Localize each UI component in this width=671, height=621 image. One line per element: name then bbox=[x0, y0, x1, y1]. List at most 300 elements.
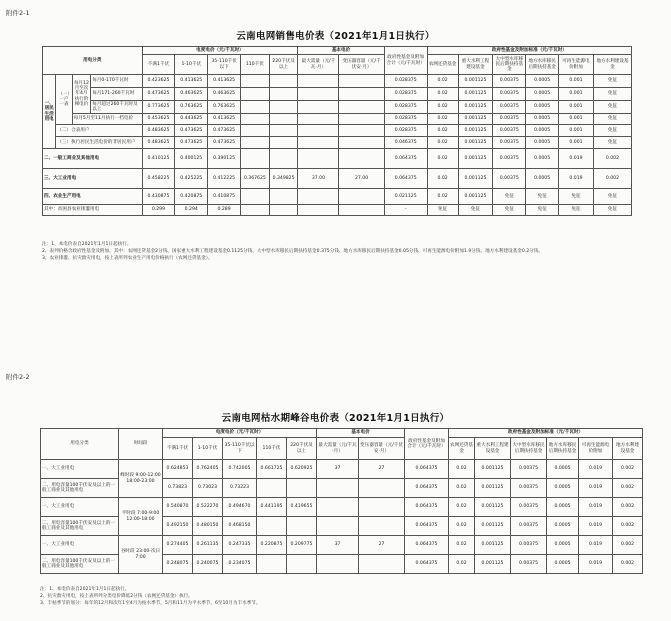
attachment-tag-2: 附件2-2 bbox=[6, 373, 30, 381]
capacity-price-cell bbox=[359, 517, 405, 536]
energy-price-cell: 0.430875 bbox=[142, 189, 175, 205]
fund-detail-cell: 0.00375 bbox=[511, 498, 547, 517]
row-category-label: 一、大工业用电 bbox=[41, 460, 119, 479]
energy-price-cell: 0.522270 bbox=[193, 498, 223, 517]
table-row bbox=[43, 114, 632, 125]
fund-detail-cell: 0.019 bbox=[579, 517, 613, 536]
capacity-price-cell bbox=[359, 555, 405, 574]
fund-total-cell: 0.064375 bbox=[405, 479, 449, 498]
capacity-price-cell bbox=[298, 205, 339, 216]
table1-notes bbox=[42, 241, 543, 262]
fund-detail-cell: 0.00375 bbox=[511, 479, 547, 498]
header-fund-6: 地方水利建设基金 bbox=[593, 55, 631, 75]
time-period-label: 平时段 7:00-9:00 12:00-18:00 bbox=[119, 498, 163, 536]
fund-total-cell: 0.046375 bbox=[384, 137, 427, 149]
table-row bbox=[43, 205, 632, 216]
fund-detail-cell: 免征 bbox=[493, 205, 526, 216]
capacity-price-cell: 27.00 bbox=[339, 169, 384, 189]
fund-detail-cell: 0.001125 bbox=[475, 479, 511, 498]
energy-price-cell: 0.299 bbox=[142, 205, 175, 216]
fund-detail-cell: 0.001125 bbox=[458, 114, 493, 125]
energy-price-cell bbox=[257, 555, 287, 574]
fund-detail-cell: 0.002 bbox=[613, 555, 643, 574]
energy-price-cell bbox=[269, 101, 298, 114]
capacity-price-cell bbox=[359, 498, 405, 517]
header-capacity-price: 基本电价 bbox=[298, 47, 384, 55]
row-group-label: 一、居民生活用电 bbox=[43, 75, 56, 149]
capacity-price-cell bbox=[298, 75, 339, 88]
fund-detail-cell: 0.0005 bbox=[526, 101, 559, 114]
sales-price-table bbox=[42, 46, 632, 216]
fund-detail-cell: 0.001 bbox=[559, 125, 594, 137]
energy-price-cell: 0.483625 bbox=[142, 125, 175, 137]
capacity-price-cell bbox=[339, 101, 384, 114]
row-category-label: 二、用电容量100千伏安及以上的一般工商业及其他用电 bbox=[41, 555, 119, 574]
energy-price-cell: 0.624853 bbox=[163, 460, 193, 479]
fund-total-cell: 0.064375 bbox=[384, 169, 427, 189]
header-voltage-4: 110千伏 bbox=[241, 55, 270, 75]
t2-header-voltage-5: 220千伏及以上 bbox=[287, 438, 317, 460]
capacity-price-cell bbox=[339, 205, 384, 216]
header-energy-price: 电度电价（元/千瓦时） bbox=[142, 47, 298, 55]
energy-price-cell: 0.620925 bbox=[287, 460, 317, 479]
energy-price-cell: 0.441195 bbox=[257, 498, 287, 517]
fund-detail-cell: 0.002 bbox=[593, 169, 631, 189]
energy-price-cell bbox=[241, 75, 270, 88]
fund-detail-cell: 0.001125 bbox=[475, 460, 511, 479]
t2-header-period: 时间段 bbox=[119, 429, 163, 460]
energy-price-cell: 0.209775 bbox=[287, 536, 317, 555]
energy-price-cell: 0.473625 bbox=[142, 88, 175, 101]
fund-detail-cell: 0.001125 bbox=[475, 517, 511, 536]
fund-detail-cell: 0.001125 bbox=[458, 149, 493, 169]
t2-header-fund-3: 大中型水库移民后期扶持基金 bbox=[511, 438, 547, 460]
fund-detail-cell: 0.001125 bbox=[458, 101, 493, 114]
fund-detail-cell: 0.00375 bbox=[511, 517, 547, 536]
fund-detail-cell: 0.002 bbox=[593, 149, 631, 169]
fund-detail-cell: 0.0005 bbox=[526, 125, 559, 137]
row-sub-label: 每月12月至次年4月执行阶梯电价 bbox=[72, 75, 90, 114]
table-row bbox=[43, 149, 632, 169]
energy-price-cell: 0.473625 bbox=[175, 125, 208, 137]
fund-detail-cell: 0.001125 bbox=[475, 555, 511, 574]
energy-price-cell: 0.73223 bbox=[223, 479, 257, 498]
table-row bbox=[43, 101, 632, 114]
energy-price-cell: 0.261135 bbox=[193, 536, 223, 555]
fund-detail-cell: 0.00375 bbox=[493, 149, 526, 169]
t2-header-fund-5: 可再生能源电价附加 bbox=[579, 438, 613, 460]
note-line: 2、表列价格含政府性基金及附加，其中：农网还贷基金2分钱、国家重大水利工程建设基金0.1125分钱、大中型水库移民后期扶持基金0.375分钱、地方水库移民后期扶持基金0.05分钱、可再生能源电价附加1.9分钱、地方水利建设基金0.2分钱。 bbox=[42, 249, 543, 254]
header-voltage-2: 1-10千伏 bbox=[175, 55, 208, 75]
energy-price-cell bbox=[287, 517, 317, 536]
energy-price-cell: 0.463625 bbox=[175, 88, 208, 101]
energy-price-cell bbox=[241, 114, 270, 125]
fund-detail-cell: 0.00375 bbox=[493, 137, 526, 149]
fund-detail-cell: 0.019 bbox=[559, 149, 594, 169]
energy-price-cell: 0.419655 bbox=[287, 498, 317, 517]
header-fund-5: 可再生能源电价附加 bbox=[559, 55, 594, 75]
fund-detail-cell: 0.001 bbox=[559, 75, 594, 88]
fund-detail-cell: 0.001125 bbox=[475, 498, 511, 517]
capacity-price-cell bbox=[339, 114, 384, 125]
t2-header-fund-1: 农网还贷基金 bbox=[449, 438, 475, 460]
fund-detail-cell: 免征 bbox=[427, 205, 458, 216]
energy-price-cell bbox=[269, 189, 298, 205]
row-tier-label: 每月171-260千瓦时 bbox=[91, 88, 142, 101]
fund-detail-cell: 0.00375 bbox=[511, 555, 547, 574]
t2-header-voltage-4: 110千伏 bbox=[257, 438, 287, 460]
t2-header-fund-4: 地方水库移民后期扶持基金 bbox=[547, 438, 579, 460]
capacity-price-cell bbox=[339, 75, 384, 88]
energy-price-cell bbox=[269, 149, 298, 169]
header-fund-1: 农网还贷基金 bbox=[427, 55, 458, 75]
fund-detail-cell: 免征 bbox=[593, 189, 631, 205]
fund-detail-cell: 免征 bbox=[526, 189, 559, 205]
capacity-price-cell: 27 bbox=[359, 536, 405, 555]
energy-price-cell: 0.763625 bbox=[208, 101, 241, 114]
energy-price-cell: 0.73823 bbox=[163, 479, 193, 498]
note-line: 注：1、本电价表自2021年1月1日起执行。 bbox=[40, 587, 130, 592]
energy-price-cell: 0.240075 bbox=[193, 555, 223, 574]
capacity-price-cell bbox=[317, 498, 359, 517]
table-row bbox=[43, 169, 632, 189]
fund-detail-cell: 免征 bbox=[593, 114, 631, 125]
header-max-demand: 最大需量（元/千瓦·月） bbox=[298, 55, 339, 75]
energy-price-cell: 0.480150 bbox=[193, 517, 223, 536]
fund-detail-cell: 0.02 bbox=[427, 75, 458, 88]
energy-price-cell: 0.390125 bbox=[208, 149, 241, 169]
time-period-label: 谷时段 23:00-次日7:00 bbox=[119, 536, 163, 574]
t2-header-fund-detail: 政府性基金及附加标准（元/千瓦时） bbox=[449, 429, 643, 438]
energy-price-cell: 0.220875 bbox=[257, 536, 287, 555]
row-sub-label: （一）一户一表 bbox=[56, 75, 72, 125]
t2-header-category: 用电分类 bbox=[41, 429, 119, 460]
energy-price-cell bbox=[287, 479, 317, 498]
t2-header-fund-total: 政府性基金及附加合计（元/千瓦时） bbox=[405, 429, 449, 460]
fund-detail-cell: 0.002 bbox=[613, 536, 643, 555]
fund-detail-cell: 0.0005 bbox=[526, 137, 559, 149]
fund-detail-cell: 0.02 bbox=[427, 149, 458, 169]
energy-price-cell bbox=[287, 555, 317, 574]
table-row bbox=[41, 460, 643, 479]
energy-price-cell bbox=[241, 149, 270, 169]
row-category-label: 二、用电容量100千伏安及以上的一般工商业及其他用电 bbox=[41, 517, 119, 536]
fund-total-cell: 0.028375 bbox=[384, 125, 427, 137]
fund-detail-cell: 0.0005 bbox=[526, 149, 559, 169]
t2-header-voltage-1: 不满1千伏 bbox=[163, 438, 193, 460]
table-row bbox=[43, 137, 632, 149]
energy-price-cell: 0.483625 bbox=[142, 137, 175, 149]
fund-detail-cell: 0.001125 bbox=[458, 75, 493, 88]
capacity-price-cell bbox=[298, 101, 339, 114]
energy-price-cell: 0.425225 bbox=[175, 169, 208, 189]
fund-detail-cell: 0.0005 bbox=[526, 114, 559, 125]
time-period-label: 峰时段 9:00-12:00 18:00-23:00 bbox=[119, 460, 163, 498]
energy-price-cell: 0.468150 bbox=[223, 517, 257, 536]
fund-detail-cell: 免征 bbox=[559, 205, 594, 216]
fund-detail-cell: 0.02 bbox=[427, 137, 458, 149]
t2-header-max-demand: 最大需量（元/千瓦·月） bbox=[317, 438, 359, 460]
energy-price-cell: 0.463625 bbox=[208, 88, 241, 101]
capacity-price-cell bbox=[298, 137, 339, 149]
energy-price-cell: 0.413625 bbox=[208, 75, 241, 88]
row-tier-label: 每月超过260千瓦时及以上 bbox=[91, 101, 142, 114]
fund-detail-cell: 免征 bbox=[593, 205, 631, 216]
fund-detail-cell: 0.001125 bbox=[458, 169, 493, 189]
fund-detail-cell: 0.00375 bbox=[493, 169, 526, 189]
note-line: 3、丰枯季节的划分：每年的12月和次年1至4月为枯水季节，5月和11月为平水季节，6至10月为丰水季节。 bbox=[40, 601, 261, 606]
energy-price-cell bbox=[241, 101, 270, 114]
fund-detail-cell: 0.0005 bbox=[547, 479, 579, 498]
fund-detail-cell: 0.001 bbox=[559, 114, 594, 125]
fund-detail-cell: 0.019 bbox=[579, 536, 613, 555]
energy-price-cell: 0.274405 bbox=[163, 536, 193, 555]
peak-valley-price-table bbox=[40, 428, 643, 574]
fund-detail-cell: 0.00375 bbox=[493, 101, 526, 114]
energy-price-cell: 0.289 bbox=[208, 205, 241, 216]
header-transformer-capacity: 变压器容量（元/千伏安·月） bbox=[339, 55, 384, 75]
fund-detail-cell: 0.019 bbox=[579, 555, 613, 574]
fund-detail-cell: 免征 bbox=[526, 205, 559, 216]
energy-price-cell: 0.349825 bbox=[269, 169, 298, 189]
energy-price-cell: 0.473625 bbox=[175, 137, 208, 149]
energy-price-cell: 0.73023 bbox=[193, 479, 223, 498]
energy-price-cell: 0.400125 bbox=[175, 149, 208, 169]
row-sub-label: 其中：贫困县农业排灌用电 bbox=[43, 205, 143, 216]
energy-price-cell bbox=[241, 88, 270, 101]
fund-total-cell: 0.064375 bbox=[405, 555, 449, 574]
fund-detail-cell: 免征 bbox=[559, 189, 594, 205]
capacity-price-cell bbox=[339, 88, 384, 101]
capacity-price-cell bbox=[317, 479, 359, 498]
fund-total-cell: 0.028375 bbox=[384, 88, 427, 101]
energy-price-cell: 0.367625 bbox=[241, 169, 270, 189]
energy-price-cell bbox=[269, 125, 298, 137]
fund-detail-cell: 0.02 bbox=[449, 498, 475, 517]
energy-price-cell: 0.247335 bbox=[223, 536, 257, 555]
table-row bbox=[43, 75, 632, 88]
t2-header-fund-6: 地方水利建设基金 bbox=[613, 438, 643, 460]
table2-notes bbox=[40, 586, 261, 607]
energy-price-cell: 0.443625 bbox=[175, 114, 208, 125]
capacity-price-cell bbox=[298, 149, 339, 169]
fund-detail-cell: 免征 bbox=[458, 205, 493, 216]
energy-price-cell bbox=[269, 75, 298, 88]
fund-detail-cell: 0.002 bbox=[613, 517, 643, 536]
fund-detail-cell: 免征 bbox=[593, 75, 631, 88]
fund-detail-cell: 0.001125 bbox=[475, 536, 511, 555]
fund-total-cell: 0.021125 bbox=[384, 189, 427, 205]
row-group-label: 四、农业生产用电 bbox=[43, 189, 143, 205]
energy-price-cell: 0.473625 bbox=[208, 137, 241, 149]
table-row bbox=[41, 498, 643, 517]
fund-detail-cell: 0.00375 bbox=[493, 125, 526, 137]
row-group-label: 三、大工业用电 bbox=[43, 169, 143, 189]
energy-price-cell: 0.248075 bbox=[163, 555, 193, 574]
table-row bbox=[41, 536, 643, 555]
capacity-price-cell bbox=[298, 114, 339, 125]
energy-price-cell: 0.294 bbox=[175, 205, 208, 216]
fund-detail-cell: 0.0005 bbox=[547, 555, 579, 574]
fund-total-cell: 0.064375 bbox=[384, 149, 427, 169]
note-line: 注：1、本电价表自2021年1月1日起执行。 bbox=[42, 242, 132, 247]
capacity-price-cell bbox=[298, 125, 339, 137]
fund-total-cell: - bbox=[384, 205, 427, 216]
fund-detail-cell: 0.02 bbox=[449, 517, 475, 536]
fund-detail-cell: 0.002 bbox=[613, 498, 643, 517]
row-sub-label: （三）执行居民生活电价的非居民用户 bbox=[56, 137, 142, 149]
capacity-price-cell bbox=[339, 125, 384, 137]
row-sub-label: （二）合表用户 bbox=[56, 125, 142, 137]
energy-price-cell: 0.453625 bbox=[142, 114, 175, 125]
fund-total-cell: 0.028375 bbox=[384, 101, 427, 114]
table1-title: 云南电网销售电价表（2021年1月1日执行） bbox=[236, 31, 435, 42]
energy-price-cell: 0.540870 bbox=[163, 498, 193, 517]
header-voltage-1: 不满1千伏 bbox=[142, 55, 175, 75]
fund-detail-cell: 免征 bbox=[493, 189, 526, 205]
capacity-price-cell: 37.00 bbox=[298, 169, 339, 189]
capacity-price-cell bbox=[339, 189, 384, 205]
fund-detail-cell: 0.00375 bbox=[493, 114, 526, 125]
energy-price-cell bbox=[257, 479, 287, 498]
header-voltage-5: 220千伏及以上 bbox=[269, 55, 298, 75]
fund-total-cell: 0.028375 bbox=[384, 114, 427, 125]
energy-price-cell: 0.492150 bbox=[163, 517, 193, 536]
capacity-price-cell bbox=[298, 88, 339, 101]
row-category-label: 一、大工业用电 bbox=[41, 498, 119, 517]
row-tier-label: 每月0-170千瓦时 bbox=[91, 75, 142, 88]
energy-price-cell: 0.234075 bbox=[223, 555, 257, 574]
fund-detail-cell: 0.02 bbox=[449, 460, 475, 479]
energy-price-cell bbox=[257, 517, 287, 536]
capacity-price-cell: 37 bbox=[317, 460, 359, 479]
fund-detail-cell: 0.001125 bbox=[458, 189, 493, 205]
fund-detail-cell: 0.019 bbox=[579, 460, 613, 479]
energy-price-cell bbox=[241, 205, 270, 216]
row-category-label: 一、大工业用电 bbox=[41, 536, 119, 555]
energy-price-cell bbox=[241, 189, 270, 205]
attachment-tag-1: 附件2-1 bbox=[6, 9, 30, 17]
energy-price-cell: 0.473625 bbox=[208, 125, 241, 137]
energy-price-cell: 0.494670 bbox=[223, 498, 257, 517]
fund-detail-cell: 0.0005 bbox=[547, 517, 579, 536]
fund-detail-cell: 0.0005 bbox=[526, 88, 559, 101]
energy-price-cell bbox=[269, 137, 298, 149]
fund-detail-cell: 0.02 bbox=[427, 125, 458, 137]
energy-price-cell bbox=[269, 88, 298, 101]
table-row bbox=[43, 125, 632, 137]
energy-price-cell: 0.762405 bbox=[193, 460, 223, 479]
table-row bbox=[43, 88, 632, 101]
energy-price-cell bbox=[241, 125, 270, 137]
note-line: 3、农业排灌、抗灾救灾用电，按上表所列农业生产用电价格执行（农网还贷基金）。 bbox=[42, 256, 213, 261]
energy-price-cell bbox=[269, 114, 298, 125]
capacity-price-cell bbox=[339, 149, 384, 169]
fund-detail-cell: 0.002 bbox=[613, 460, 643, 479]
fund-detail-cell: 0.00375 bbox=[511, 460, 547, 479]
fund-detail-cell: 0.00375 bbox=[511, 536, 547, 555]
fund-detail-cell: 0.02 bbox=[427, 114, 458, 125]
fund-total-cell: 0.064375 bbox=[405, 460, 449, 479]
fund-detail-cell: 0.002 bbox=[613, 479, 643, 498]
fund-detail-cell: 0.0005 bbox=[547, 460, 579, 479]
t2-header-voltage-3: 35-110千伏以下 bbox=[223, 438, 257, 460]
capacity-price-cell: 27 bbox=[359, 460, 405, 479]
t2-header-transformer-capacity: 变压器容量（元/千伏安·月） bbox=[359, 438, 405, 460]
header-fund-3: 大中型水库移民后期扶持基金 bbox=[493, 55, 526, 75]
energy-price-cell: 0.661725 bbox=[257, 460, 287, 479]
fund-detail-cell: 0.02 bbox=[449, 479, 475, 498]
fund-detail-cell: 0.001125 bbox=[458, 88, 493, 101]
fund-detail-cell: 0.00375 bbox=[493, 88, 526, 101]
table2-title: 云南电网枯水期峰谷电价表（2021年1月1日执行） bbox=[221, 413, 450, 424]
capacity-price-cell bbox=[339, 137, 384, 149]
fund-detail-cell: 0.001 bbox=[559, 88, 594, 101]
fund-detail-cell: 0.0005 bbox=[547, 498, 579, 517]
fund-detail-cell: 0.001 bbox=[559, 137, 594, 149]
capacity-price-cell bbox=[317, 555, 359, 574]
energy-price-cell bbox=[269, 205, 298, 216]
fund-detail-cell: 0.0005 bbox=[547, 536, 579, 555]
header-fund-detail: 政府性基金及附加标准（元/千瓦时） bbox=[427, 47, 631, 55]
fund-detail-cell: 0.0005 bbox=[526, 169, 559, 189]
fund-detail-cell: 免征 bbox=[593, 125, 631, 137]
fund-detail-cell: 0.001 bbox=[559, 101, 594, 114]
energy-price-cell: 0.410125 bbox=[142, 149, 175, 169]
fund-detail-cell: 0.02 bbox=[449, 555, 475, 574]
row-category-label: 二、用电容量100千伏安及以上的一般工商业及其他用电 bbox=[41, 479, 119, 498]
capacity-price-cell: 37 bbox=[317, 536, 359, 555]
energy-price-cell: 0.763625 bbox=[175, 101, 208, 114]
fund-detail-cell: 0.02 bbox=[427, 169, 458, 189]
fund-detail-cell: 免征 bbox=[593, 88, 631, 101]
header-category: 用电分类 bbox=[43, 47, 143, 75]
fund-detail-cell: 0.019 bbox=[579, 479, 613, 498]
energy-price-cell: 0.410875 bbox=[208, 189, 241, 205]
fund-total-cell: 0.028375 bbox=[384, 75, 427, 88]
energy-price-cell: 0.413625 bbox=[208, 114, 241, 125]
header-voltage-3: 35-110千伏以下 bbox=[208, 55, 241, 75]
fund-detail-cell: 0.001125 bbox=[458, 137, 493, 149]
energy-price-cell bbox=[241, 137, 270, 149]
fund-detail-cell: 0.02 bbox=[427, 88, 458, 101]
note-line: 2、抗灾救灾用电，按上表所列分类电价降低2分钱（农网还贷基金）执行。 bbox=[40, 594, 193, 599]
fund-total-cell: 0.064375 bbox=[405, 498, 449, 517]
t2-header-fund-2: 重大水利工程建设基金 bbox=[475, 438, 511, 460]
energy-price-cell: 0.773625 bbox=[142, 101, 175, 114]
fund-detail-cell: 0.02 bbox=[427, 189, 458, 205]
t2-header-voltage-2: 1-10千伏 bbox=[193, 438, 223, 460]
capacity-price-cell bbox=[317, 517, 359, 536]
capacity-price-cell bbox=[359, 479, 405, 498]
energy-price-cell: 0.412225 bbox=[208, 169, 241, 189]
fund-detail-cell: 0.0005 bbox=[526, 75, 559, 88]
t2-header-energy-price: 电度电价（元/千瓦时） bbox=[163, 429, 317, 438]
energy-price-cell: 0.458225 bbox=[142, 169, 175, 189]
fund-detail-cell: 0.02 bbox=[427, 101, 458, 114]
fund-total-cell: 0.064375 bbox=[405, 536, 449, 555]
header-fund-2: 重大水利工程建设基金 bbox=[458, 55, 493, 75]
fund-detail-cell: 0.001125 bbox=[458, 125, 493, 137]
header-fund-total: 政府性基金及附加合计（元/千瓦时） bbox=[384, 47, 427, 75]
fund-detail-cell: 0.019 bbox=[559, 169, 594, 189]
table-row bbox=[43, 189, 632, 205]
header-fund-4: 地方水库移民后期扶持基金 bbox=[526, 55, 559, 75]
fund-detail-cell: 0.02 bbox=[449, 536, 475, 555]
fund-detail-cell: 0.019 bbox=[579, 498, 613, 517]
energy-price-cell: 0.420875 bbox=[175, 189, 208, 205]
fund-total-cell: 0.064375 bbox=[405, 517, 449, 536]
